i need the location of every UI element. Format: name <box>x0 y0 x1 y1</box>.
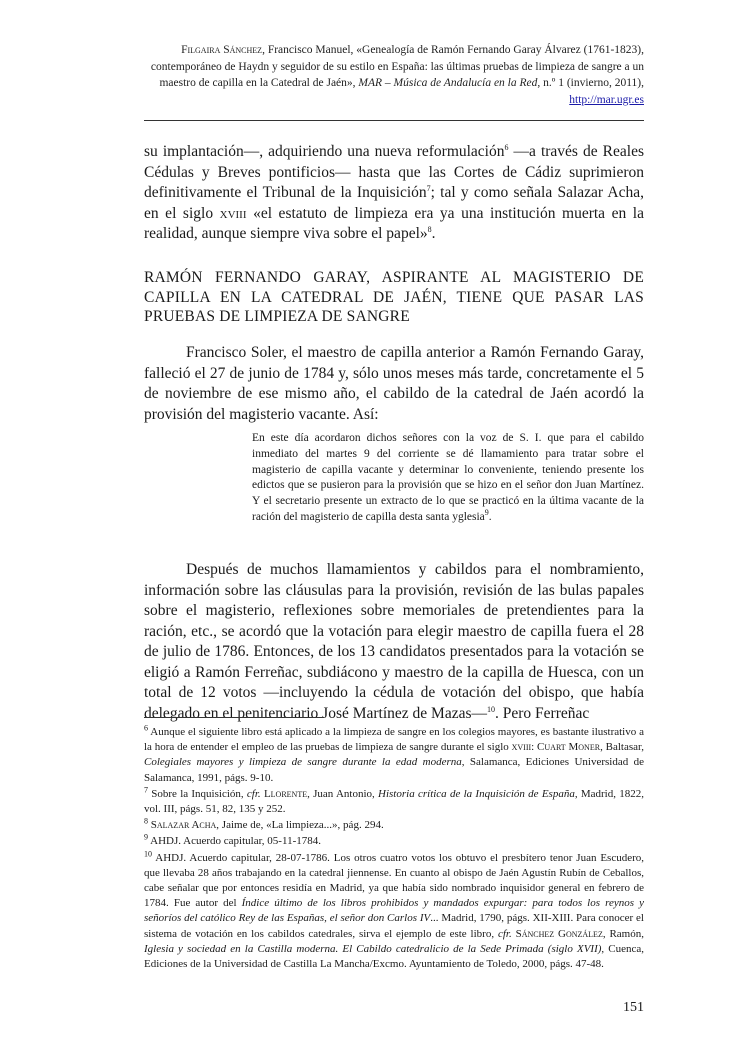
footnote-author: Salazar Acha <box>150 819 217 832</box>
header-issue: , n.º 1 (invierno, 2011), <box>537 77 644 89</box>
footnote-number: 10 <box>144 848 152 858</box>
header-url-link[interactable]: http://mar.ugr.es <box>569 93 644 106</box>
footnote-text: Sobre la Inquisición, <box>148 787 247 800</box>
footnote-8 <box>144 818 644 833</box>
header-citation: , Francisco Manuel, «Genealogía de Ramón Fernando Garay Álvarez (1761-1823), contemporáneo de Haydn y seguidor de su estilo en España: las últimas pruebas de limpieza de sangre a un maestro de capilla en la Catedral de Jaén», <box>150 44 644 89</box>
footnote-ref-8[interactable]: 8 <box>427 224 432 234</box>
footnote-text: AHDJ. Acuerdo capitular, 05-11-1784. <box>148 835 321 848</box>
footnote-6 <box>144 725 644 786</box>
footnote-text: AHDJ. Acuerdo capitular, 28-07-1786. Los otros cuatro votos los obtuvo el presbítero tenor Juan Escudero, que llevaba 28 años trabajando en la catedral jiennense. En cuanto al obispo de Jaén Agustín Rubín de Ceballos, cabe señalar que por entonces residía en Madrid, ya que había sido nombrado inquisidor general en febrero de 1784. Fue autor del <box>144 851 644 910</box>
footnote-text: , Baltasar, <box>600 741 644 754</box>
paragraph-1 <box>144 142 644 245</box>
footnote-ref-10[interactable]: 10 <box>487 704 496 714</box>
footnote-author: Llorente <box>263 787 308 800</box>
block-quote <box>252 431 644 526</box>
footnote-title: Historia crítica de la Inquisición de España <box>378 787 575 800</box>
footnote-title: Índice último de los libros prohibidos y mandados expurgar: para todos los reynos y señoríos del católico Rey de las Españas, el señor don Carlos IV <box>144 897 644 925</box>
footnote-number: 8 <box>144 816 148 826</box>
footnote-text: Aunque el siguiente libro está aplicado a la limpieza de sangre en los colegios mayores, es bastante ilustrativo a la hora de entender el empleo de las pruebas de limpieza de sangre durante el siglo <box>144 726 644 754</box>
running-header <box>144 42 644 108</box>
footnotes <box>144 725 644 973</box>
footnote-cfr: cfr. <box>246 787 261 800</box>
footnote-text: , Salamanca, Ediciones Universidad de Salamanca, 1991, págs. 9-10. <box>144 756 644 784</box>
footnote-number: 9 <box>144 832 148 842</box>
footnote-rule <box>144 717 324 718</box>
p3-text: Después de muchos llamamientos y cabildos para el nombramiento, información sobre las cláusulas para la provisión, revisión de las bulas papales sobre el magisterio, reflexiones sobre memoriales de pretendientes para la ración, etc., se acordó que la votación para elegir maestro de capilla fuera el 28 de julio de 1786. Entonces, de los 13 candidatos presentados para la votación se eligió a Ramón Ferreñac, subdiácono y maestro de la capilla de Huesca, con un total de 12 votos —incluyendo la cédula de votación del obispo, que había delegado en el penitenciario José Martínez de Mazas— <box>144 561 644 722</box>
header-journal: MAR – Música de Andalucía en la Red <box>358 77 538 89</box>
p1-text-c: ; tal y como señala Salazar Acha, en el siglo <box>144 184 645 222</box>
footnote-cfr: cfr. <box>497 927 512 940</box>
p1-text-d: «el estatuto de limpieza era ya una institución muerta en la realidad, aunque siempre viva sobre el papel» <box>144 204 644 242</box>
footnote-10 <box>144 848 645 973</box>
footnote-ref-9[interactable]: 9 <box>484 508 489 518</box>
p3-end: . Pero Ferreñac <box>495 704 590 722</box>
footnote-7 <box>144 787 644 817</box>
quote-end: . <box>488 510 492 523</box>
footnote-century: xviii <box>511 741 532 754</box>
p1-text-b: —a través de Reales Cédulas y Breves pontificios— hasta que las Cortes de Cádiz suprimieron definitivamente el Tribunal de la Inquisición <box>144 143 644 201</box>
footnote-text: : <box>531 741 538 754</box>
p1-century: xviii <box>219 204 247 222</box>
footnote-text: , Cuenca, Ediciones de la Universidad de Castilla La Mancha/Excmo. Ayuntamiento de Toledo, 2000, págs. 47-48. <box>144 942 645 971</box>
footnote-text: ... Madrid, 1790, págs. XII-XIII. Para conocer el sistema de votación en los cabildos catedrales, sirva el ejemplo de este libro, <box>144 912 644 940</box>
footnote-text: , Ramón, <box>602 927 644 940</box>
paragraph-3 <box>144 560 644 724</box>
footnote-ref-7[interactable]: 7 <box>426 183 431 193</box>
footnote-title: Colegiales mayores y limpieza de sangre durante la edad moderna <box>144 756 462 769</box>
page-number: 151 <box>623 1000 644 1015</box>
footnote-author: Cuart Moner <box>537 741 601 754</box>
p1-text-e: . <box>431 225 436 242</box>
footnote-text: , Juan Antonio, <box>307 787 379 800</box>
footnote-author: Sánchez González <box>515 927 603 940</box>
header-rule <box>144 120 644 121</box>
footnote-number: 7 <box>144 785 148 795</box>
footnote-9 <box>144 834 644 849</box>
section-heading: RAMÓN FERNANDO GARAY, ASPIRANTE AL MAGISTERIO DE CAPILLA EN LA CATEDRAL DE JAÉN, TIENE QUE PASAR LAS PRUEBAS DE LIMPIEZA DE SANGRE <box>144 269 644 325</box>
footnote-text: , Jaime de, «La limpieza...», pág. 294. <box>216 819 384 832</box>
footnote-number: 6 <box>144 723 148 733</box>
p1-text-a: su implantación—, adquiriendo una nueva reformulación <box>144 143 505 160</box>
quote-text: En este día acordaron dichos señores con la voz de S. I. que para el cabildo inmediato del martes 9 del corriente se dé llamamiento para tratar sobre el magisterio de capilla vacante y determinar lo conveniente, teniendo presente los edictos que se pusieron para la provisión que se hizo en el señor don Juan Martínez. Y el secretario presente un extracto de lo que se practicó en la última vacante de la ración del magisterio de capilla desta santa yglesia <box>252 432 644 523</box>
footnote-title: Iglesia y sociedad en la Castilla moderna. El Cabildo catedralicio de la Sede Primada (siglo XVII) <box>144 942 602 955</box>
footnote-text: , Madrid, 1822, vol. III, págs. 51, 82, 135 y 252. <box>144 787 644 816</box>
paragraph-2: Francisco Soler, el maestro de capilla anterior a Ramón Fernando Garay, falleció el 27 de junio de 1784 y, sólo unos meses más tarde, concretamente el 5 de noviembre de ese mismo año, el cabildo de la catedral de Jaén acordó la provisión del magisterio vacante. Así: <box>144 344 644 423</box>
footnote-ref-6[interactable]: 6 <box>504 142 509 152</box>
header-author: Filgaira Sánchez <box>181 44 263 56</box>
